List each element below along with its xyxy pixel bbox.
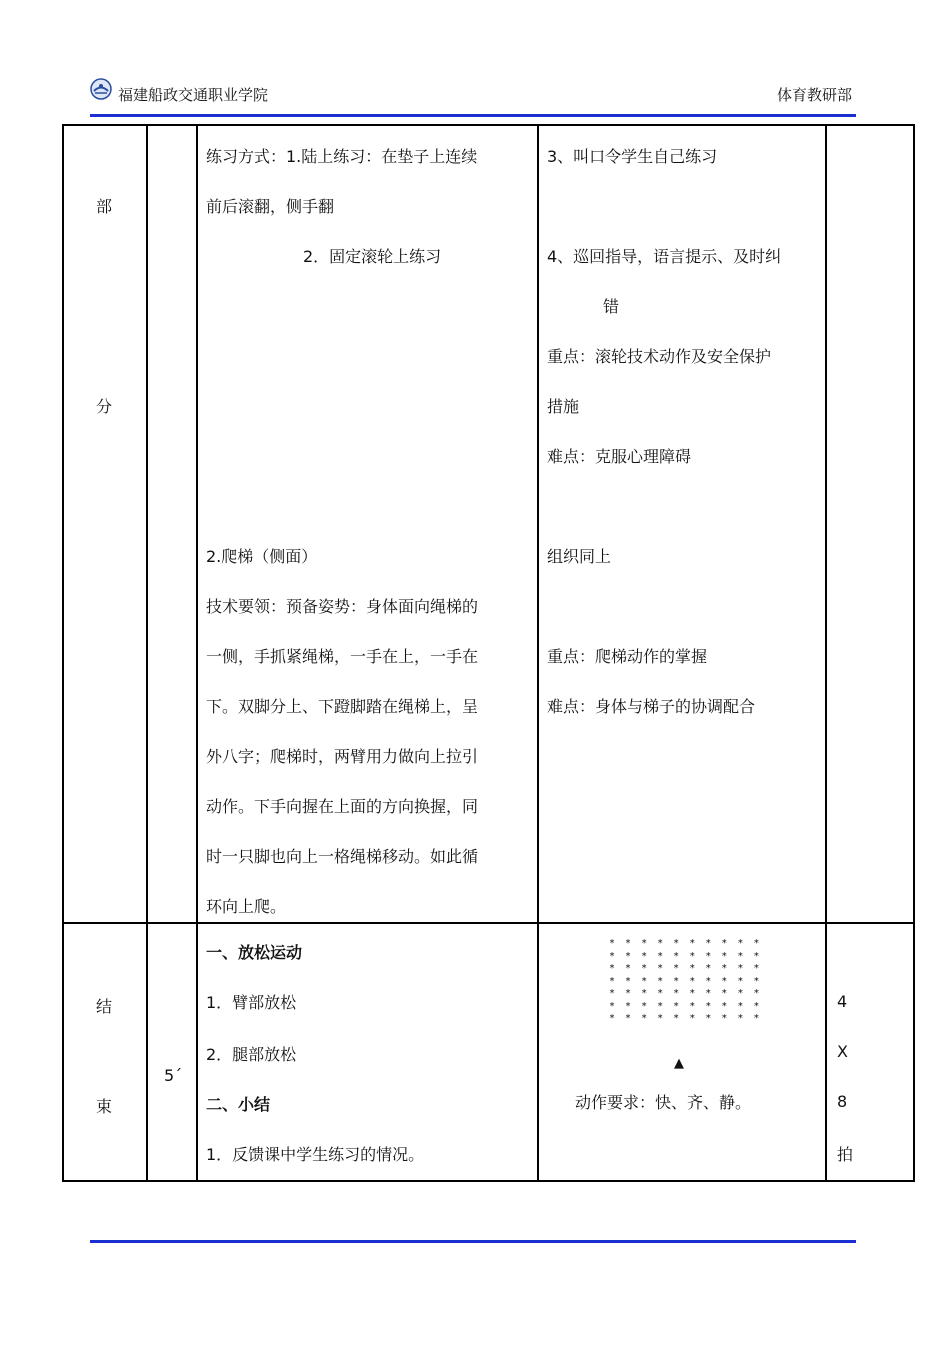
formation-row: * * * * * * * * * * xyxy=(609,1013,762,1024)
content-line: 2．腿部放松 xyxy=(206,1045,297,1064)
content-line: 一、放松运动 xyxy=(206,943,303,962)
footer-divider xyxy=(90,1240,856,1243)
content-line: 练习方式：1.陆上练习：在垫子上连续 xyxy=(206,147,478,166)
formation-row: * * * * * * * * * * xyxy=(609,938,762,949)
count-line: 8 xyxy=(837,1092,848,1111)
count-line: 4 xyxy=(837,992,848,1011)
school-name: 福建船政交通职业学院 xyxy=(118,86,269,104)
lesson-plan-table xyxy=(62,124,915,1182)
count-line: 拍 xyxy=(837,1145,854,1164)
content-line: 2.爬梯（侧面） xyxy=(206,547,318,566)
department-name: 体育教研部 xyxy=(776,86,852,104)
content-line: 2．固定滚轮上练习 xyxy=(303,247,442,266)
part-char: 部 xyxy=(96,197,113,216)
page-header xyxy=(90,78,862,108)
method-cell xyxy=(538,125,826,923)
header-divider xyxy=(90,114,856,117)
teacher-position-icon: ▲ xyxy=(674,1056,684,1071)
count-line: X xyxy=(837,1042,848,1061)
formation-row: * * * * * * * * * * xyxy=(609,975,762,987)
method-line: 错 xyxy=(603,297,620,316)
content-line: 一侧，手抓紧绳梯，一手在上，一手在 xyxy=(206,647,479,666)
count-cell xyxy=(826,125,914,923)
content-line: 1．反馈课中学生练习的情况。 xyxy=(206,1145,425,1164)
count-cell xyxy=(826,923,914,1181)
part-cell xyxy=(63,923,147,1181)
content-line: 前后滚翻，侧手翻 xyxy=(206,197,335,216)
method-cell xyxy=(538,923,826,1181)
formation-row: * * * * * * * * * * xyxy=(609,950,762,962)
content-line: 环向上爬。 xyxy=(206,897,287,916)
method-line: 3、叫口令学生自己练习 xyxy=(547,147,718,166)
content-cell xyxy=(197,923,538,1181)
formation-diagram xyxy=(609,938,761,1026)
time-cell xyxy=(147,923,197,1181)
method-line: 措施 xyxy=(547,397,580,416)
formation-row: * * * * * * * * * * xyxy=(609,988,762,999)
part-char: 束 xyxy=(96,1097,113,1116)
formation-row: * * * * * * * * * * xyxy=(609,1000,762,1012)
table-row xyxy=(63,923,914,1181)
part-char: 分 xyxy=(96,397,113,416)
method-line: 重点：爬梯动作的掌握 xyxy=(547,647,708,666)
content-line: 下。双脚分上、下蹬脚踏在绳梯上，呈 xyxy=(206,697,479,716)
school-logo-icon xyxy=(90,78,112,100)
content-line: 外八字；爬梯时，两臂用力做向上拉引 xyxy=(206,747,479,766)
method-line: 难点：克服心理障碍 xyxy=(547,447,692,466)
method-line: 组织同上 xyxy=(547,547,612,566)
table-row xyxy=(63,125,914,923)
time-cell xyxy=(147,125,197,923)
content-line: 时一只脚也向上一格绳梯移动。如此循 xyxy=(206,847,479,866)
method-line: 重点：滚轮技术动作及安全保护 xyxy=(547,347,772,366)
content-line: 动作。下手向握在上面的方向换握，同 xyxy=(206,797,479,816)
content-line: 二、小结 xyxy=(206,1095,271,1114)
part-cell xyxy=(63,125,147,923)
requirement-text: 动作要求：快、齐、静。 xyxy=(575,1093,752,1112)
content-line: 技术要领：预备姿势：身体面向绳梯的 xyxy=(206,597,479,616)
formation-row: * * * * * * * * * * xyxy=(609,963,762,974)
part-char: 结 xyxy=(96,997,113,1016)
content-line: 1．臂部放松 xyxy=(206,993,297,1012)
method-line: 难点：身体与梯子的协调配合 xyxy=(547,697,756,716)
content-cell xyxy=(197,125,538,923)
method-line: 4、巡回指导，语言提示、及时纠 xyxy=(547,247,782,266)
time-value: 5´ xyxy=(164,1066,183,1085)
